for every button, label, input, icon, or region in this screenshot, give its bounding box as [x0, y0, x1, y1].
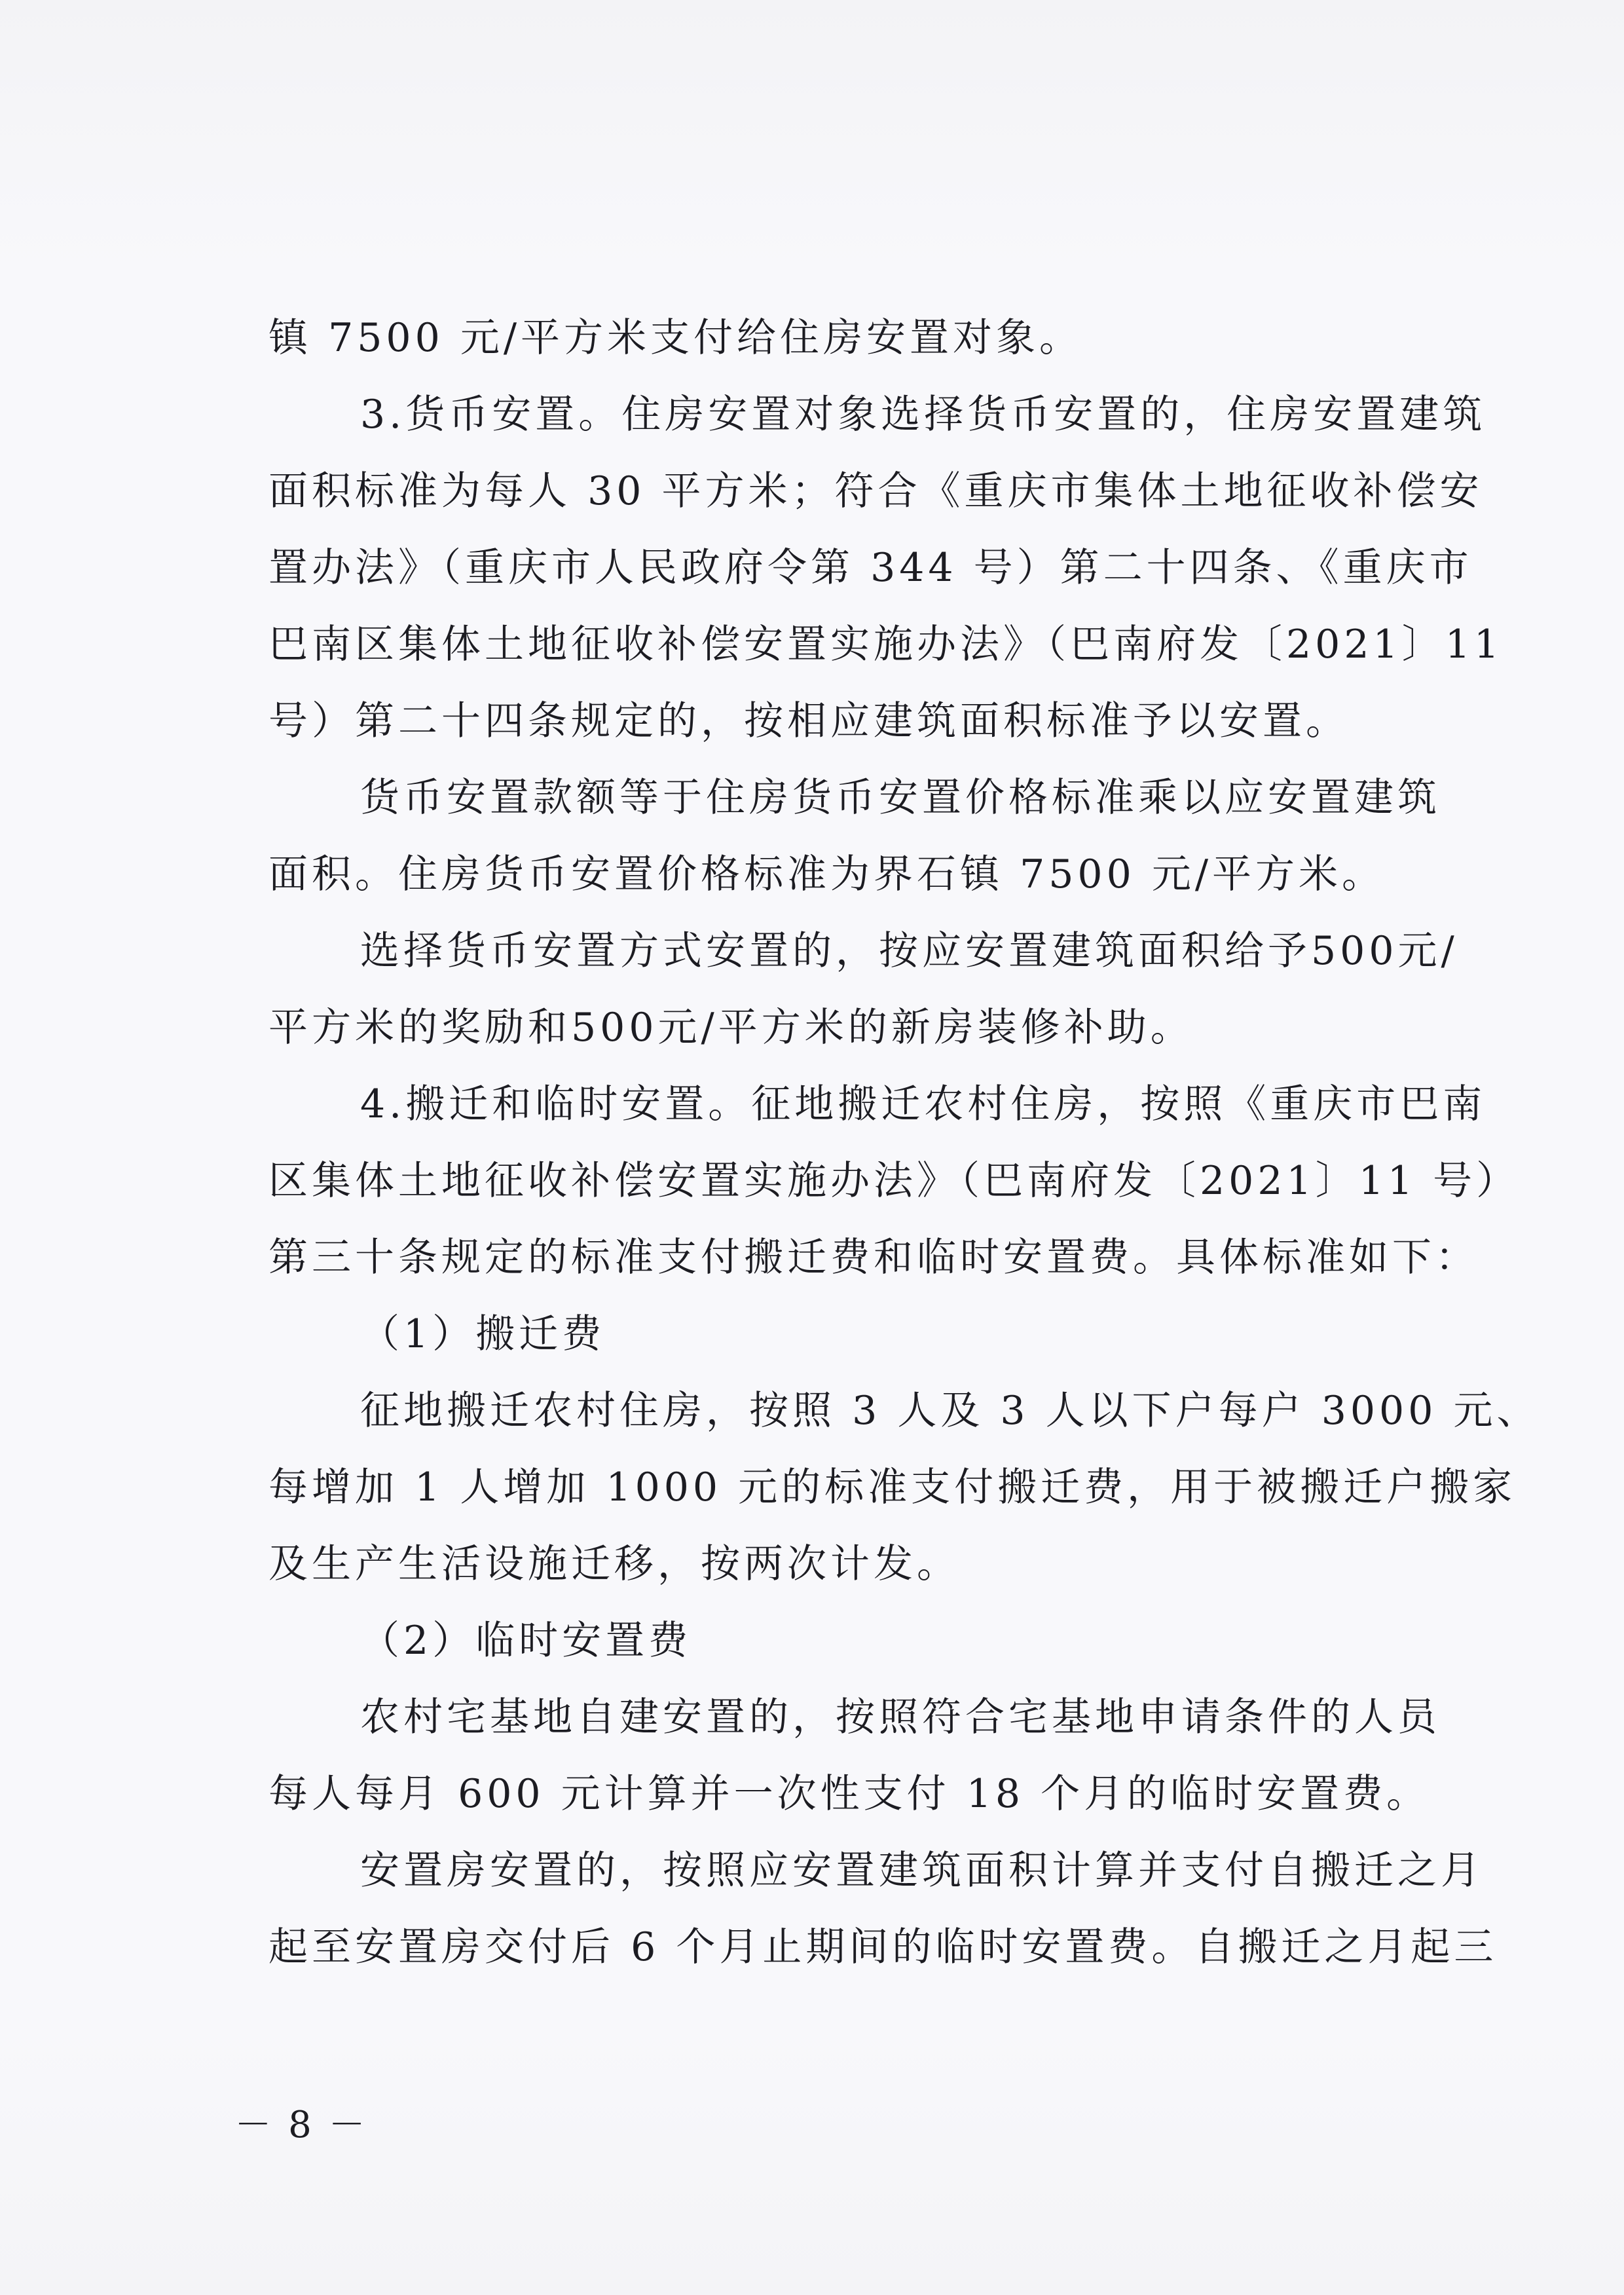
text-line: 区集体土地征收补偿安置实施办法》（巴南府发〔2021〕11 号）: [268, 1158, 1520, 1204]
text-line: 征地搬迁农村住房，按照 3 人及 3 人以下户每户 3000 元、: [360, 1388, 1540, 1434]
text-line: 面积标准为每人 30 平方米；符合《重庆市集体土地征收补偿安: [268, 468, 1483, 514]
section-heading: （2）临时安置费: [360, 1618, 692, 1664]
text-line: 巴南区集体土地征收补偿安置实施办法》（巴南府发〔2021〕11: [268, 622, 1504, 667]
text-line: 镇 7500 元/平方米支付给住房安置对象。: [268, 315, 1083, 361]
text-line: 选择货币安置方式安置的，按应安置建筑面积给予500元/: [360, 928, 1458, 974]
text-line: 第三十条规定的标准支付搬迁费和临时安置费。具体标准如下：: [268, 1235, 1479, 1280]
text-line: 号）第二十四条规定的，按相应建筑面积标准予以安置。: [268, 698, 1349, 744]
text-line: 起至安置房交付后 6 个月止期间的临时安置费。自搬迁之月起三: [268, 1924, 1498, 1970]
text-line: 货币安置款额等于住房货币安置价格标准乘以应安置建筑: [360, 775, 1441, 821]
text-line: 4.搬迁和临时安置。征地搬迁农村住房，按照《重庆市巴南: [360, 1081, 1486, 1127]
text-line: 每人每月 600 元计算并一次性支付 18 个月的临时安置费。: [268, 1771, 1430, 1817]
document-body: [268, 300, 1540, 1986]
text-line: 3.货币安置。住房安置对象选择货币安置的，住房安置建筑: [360, 392, 1486, 438]
text-line: 面积。住房货币安置价格标准为界石镇 7500 元/平方米。: [268, 851, 1386, 897]
text-line: 平方米的奖励和500元/平方米的新房装修补助。: [268, 1005, 1194, 1051]
text-line: 安置房安置的，按照应安置建筑面积计算并支付自搬迁之月: [360, 1848, 1484, 1894]
text-line: 每增加 1 人增加 1000 元的标准支付搬迁费，用于被搬迁户搬家: [268, 1465, 1517, 1510]
section-heading: （1）搬迁费: [360, 1311, 606, 1357]
page-number: － 8 －: [234, 2104, 368, 2146]
text-line: 置办法》（重庆市人民政府令第 344 号）第二十四条、《重庆市: [268, 545, 1473, 591]
text-line: 农村宅基地自建安置的，按照符合宅基地申请条件的人员: [360, 1694, 1441, 1740]
text-line: 及生产生活设施迁移，按两次计发。: [268, 1541, 960, 1587]
